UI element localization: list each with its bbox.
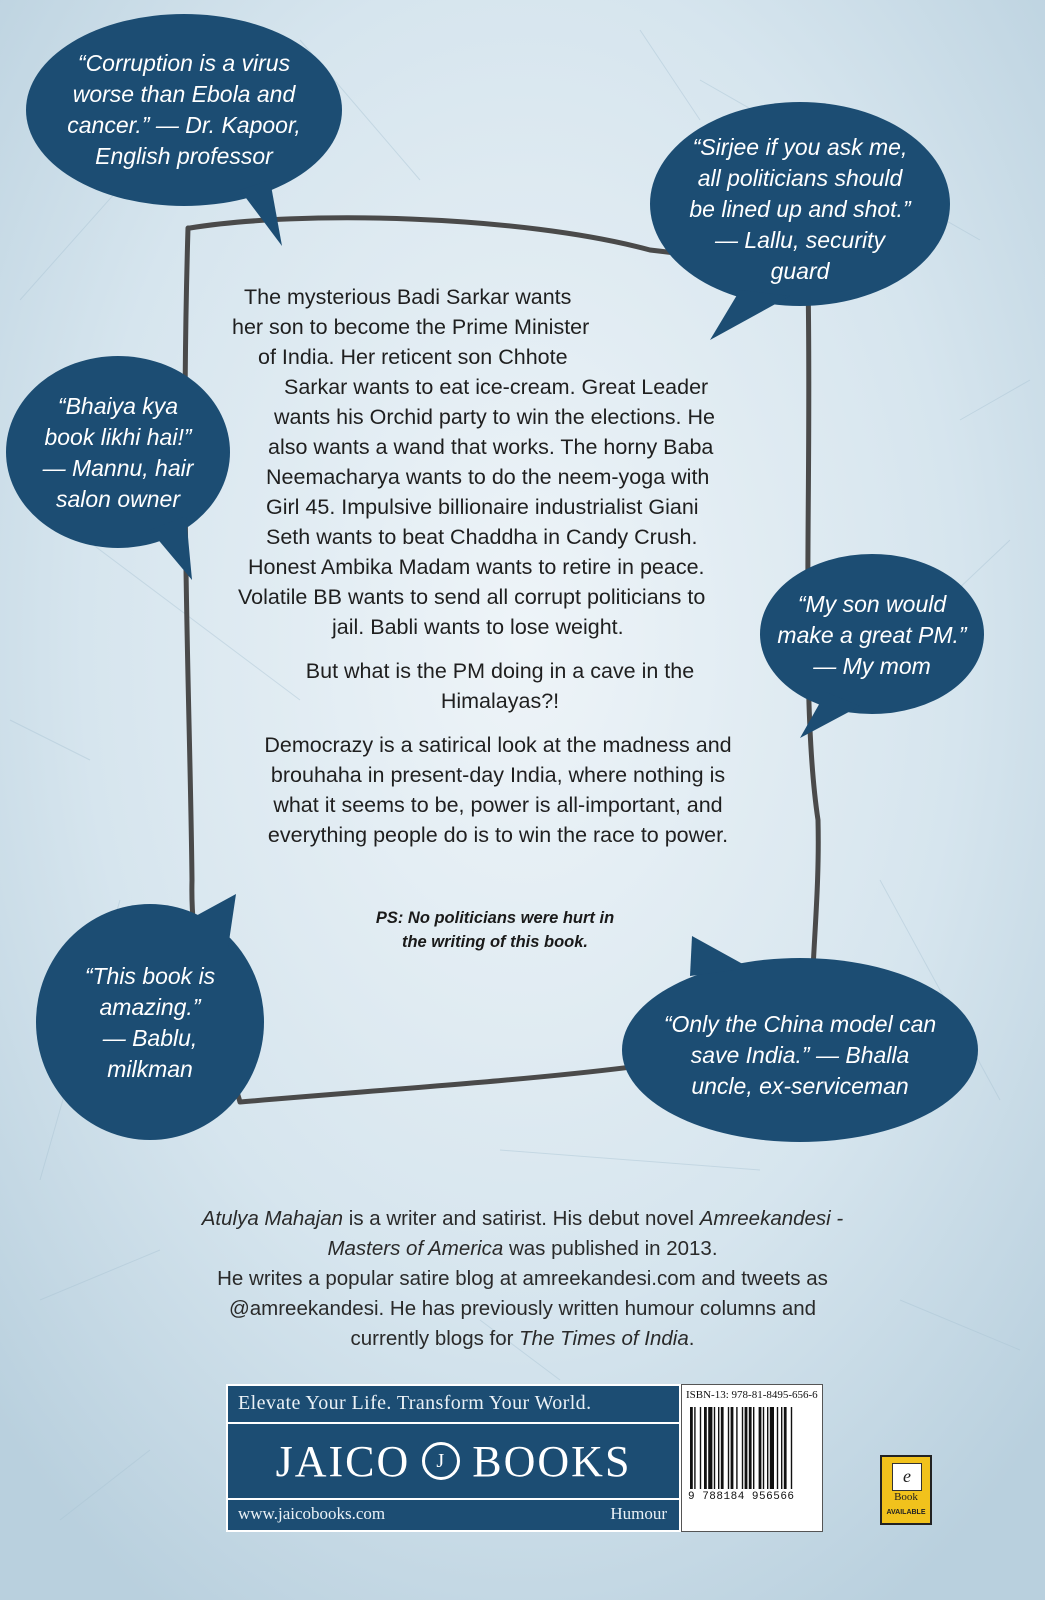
barcode-digits: 9 788184 956566	[688, 1491, 795, 1503]
quote-corruption: “Corruption is a virus worse than Ebola and cancer.” — Dr. Kapoor, English professor	[67, 50, 301, 169]
barcode-icon	[690, 1407, 816, 1491]
jaico-books-logo: JAICO J BOOKS	[275, 1436, 632, 1486]
postscript-note: PS: No politicians were hurt in the writing of this book.	[375, 909, 615, 951]
book-title: Masters of America	[327, 1237, 504, 1260]
author-name: Atulya Mahajan	[201, 1207, 344, 1230]
ebook-available-label: AVAILABLE	[886, 1509, 926, 1516]
blurb-paragraph-2: But what is the PM doing in a cave in the Himalayas?!	[305, 659, 695, 713]
author-bio: Atulya Mahajan is a writer and satirist. His debut novel Amreekandesi - Masters of America was published in 2013. He writes a popular satire blog at amreekandesi.com and tweets as @amreekandesi. He has previously written humour columns and currently blogs for The Times of India.	[201, 1207, 844, 1350]
newspaper-name: The Times of India	[519, 1327, 689, 1350]
publisher-website: www.jaicobooks.com	[238, 1504, 386, 1523]
jaico-emblem-icon: J	[422, 1442, 460, 1480]
quote-amazing: “This book is amazing.” — Bablu, milkman	[84, 963, 216, 1082]
quote-mom: “My son would make a great PM.” — My mom	[777, 590, 967, 679]
publisher-panel	[226, 1384, 681, 1532]
quote-china: “Only the China model can save India.” — Bhalla uncle, ex-serviceman	[663, 1010, 937, 1099]
blurb-paragraph-3: Democrazy is a satirical look at the madness and brouhaha in present-day India, where nothing is what it seems to be, power is all-important, and everything people do is to win the race to power.	[264, 733, 732, 847]
publisher-tagline: Elevate Your Life. Transform Your World.	[238, 1392, 592, 1414]
genre-label: Humour	[610, 1504, 667, 1523]
quote-sirjee: “Sirjee if you ask me, all politicians should be lined up and shot.” — Lallu, security guard	[689, 133, 911, 284]
divider	[228, 1498, 679, 1500]
ebook-available-badge	[880, 1455, 932, 1525]
divider	[228, 1422, 679, 1424]
ebook-label: Book	[894, 1491, 918, 1503]
ebook-icon: e	[892, 1463, 922, 1491]
blurb-paragraph-1: The mysterious Badi Sarkar wants her son to become the Prime Minister of India. Her reticent son Chhote Sarkar wants to eat ice-cream. Great Leader wants his Orchid party to win the elections. He also wants a wand that works. The horny Baba Neemacharya wants to do the neem-yoga with Girl 45. Impulsive billionaire industrialist Giani Seth wants to beat Chaddha in Candy Crush. Honest Ambika Madam wants to retire in peace. Volatile BB wants to send all corrupt politicians to jail. Babli wants to lose weight.	[232, 285, 715, 639]
isbn-number: ISBN-13: 978-81-8495-656-6	[686, 1389, 818, 1401]
isbn-barcode	[681, 1384, 823, 1532]
quote-bhaiya: “Bhaiya kya book likhi hai!” — Mannu, hair salon owner	[42, 393, 194, 512]
